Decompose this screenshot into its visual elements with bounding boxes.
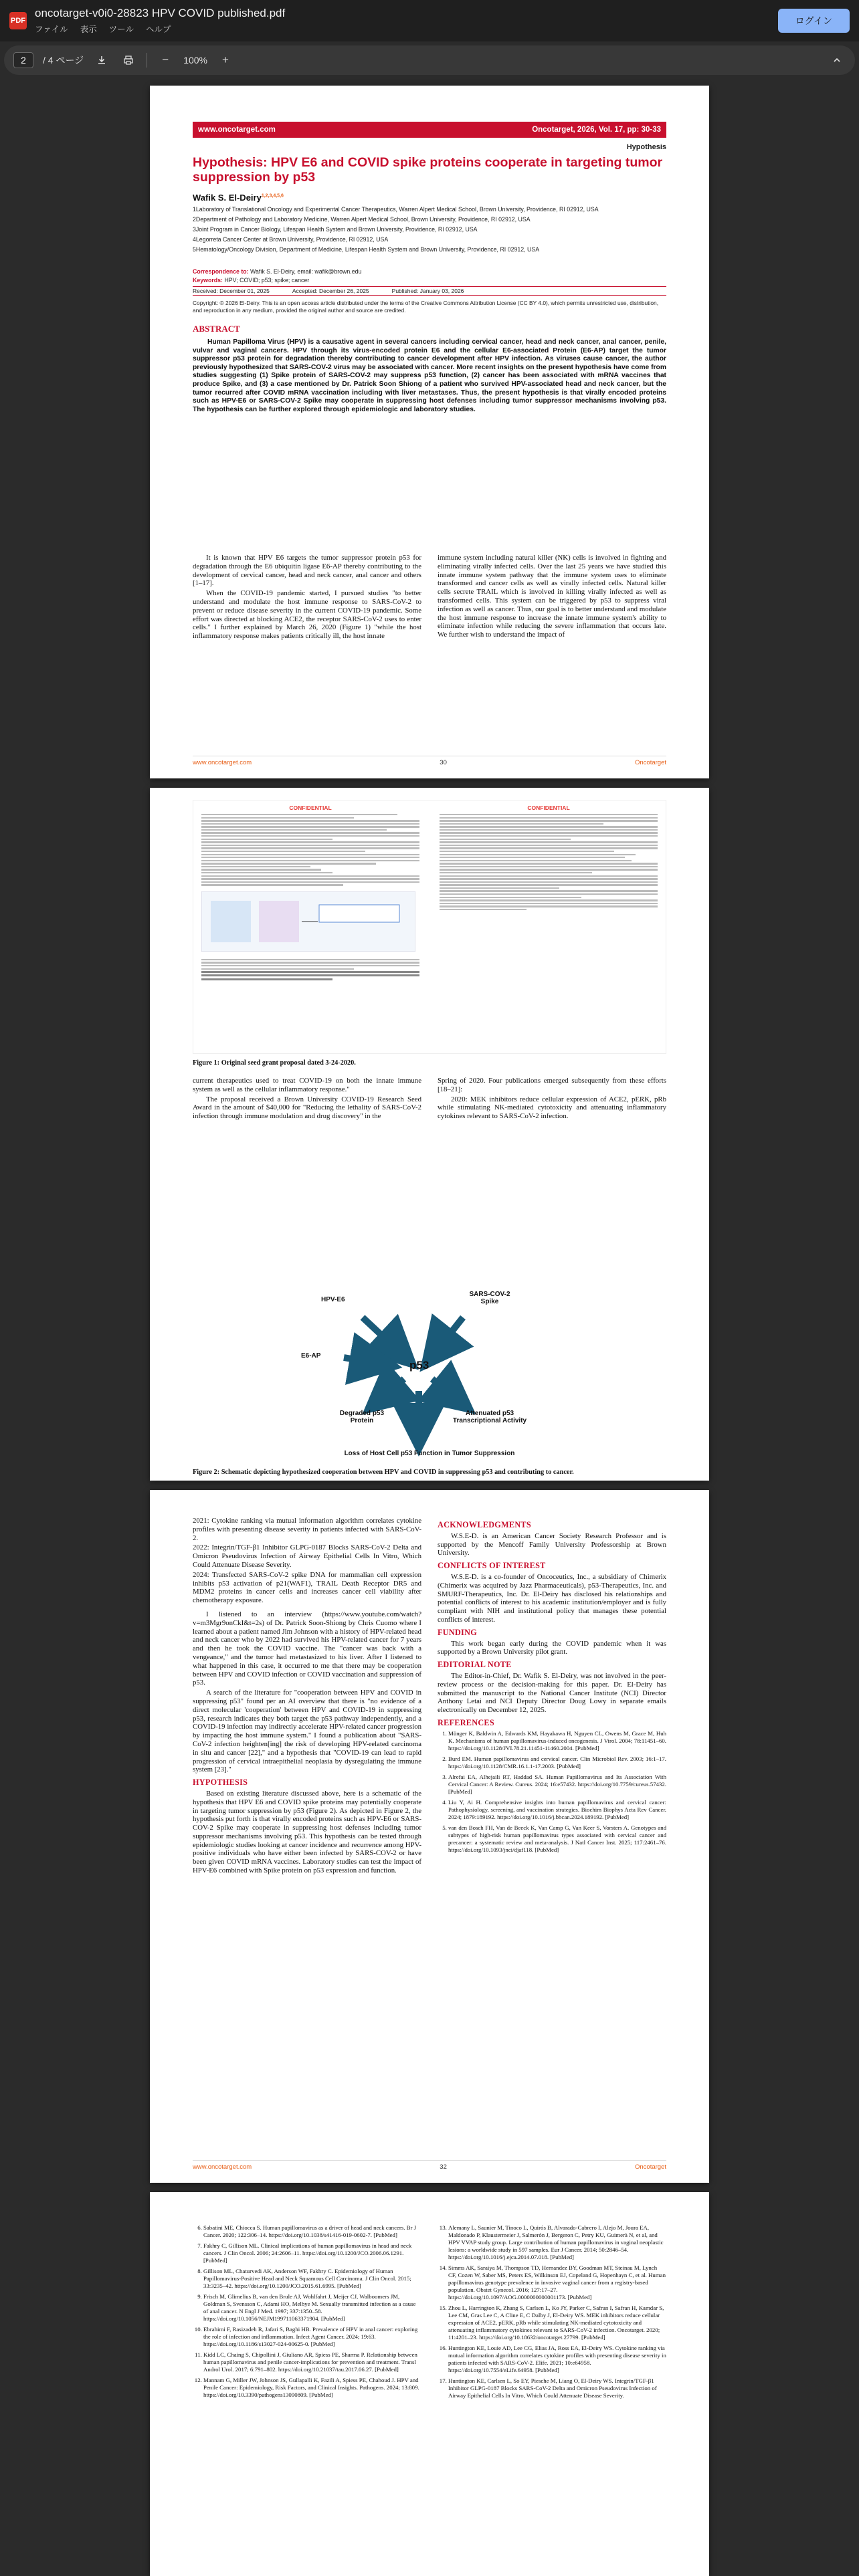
body-column-right [438,1517,666,1857]
reference-item: 11. Kidd LC, Chaing S, Chipollini J, Giuliano AR, Spiess PE, Sharma P. Relationship between human papillomavirus and penile cancer-implications for prevention and treatment. Transl Androl Urol. 2017; 6:791–802. https://doi.org/10.21037/tau.2017.06.27. [PubMed] [203,2351,421,2373]
zoom-level[interactable]: 100% [183,55,207,66]
figure-1-caption: Figure 1: Original seed grant proposal dated 3-24-2020. [193,1059,356,1067]
paragraph: It is known that HPV E6 targets the tumor suppressor protein p53 for degradation through the E6 ubiquitin ligase E6-AP thereby contributing to the development of cervical cancer, head and neck cancer, anal cancer and others [1–17]. [193,554,421,588]
reference-item: 6. Sabatini ME, Chiocca S. Human papillomavirus as a driver of head and neck cancers. Br J Cancer. 2020; 122:306–14. https://doi.org/10.1038/s41416-019-0602-7. [PubMed] [203,2224,421,2239]
proposal-figure-icon [201,891,415,952]
footer-journal: Oncotarget [634,2163,666,2171]
paragraph: A search of the literature for "cooperation between HPV and COVID in suppressing p53" found per an AI overview that there is "no evidence of a direct molecular 'cooperation' between HPV and COVID-19 in suppressing p53, research indicates they both target the p53 pathway independently, and a COVID-19 infection may indirectly accelerate HPV-related cancer progression by impacting the host immune system." I found a publication about "SARS-CoV-2 infection heighten[ing] the risk of developing HPV-related carcinoma in situ and cancer [22]," and a hypothesis that "COVID-19 can lead to rapid progression of cervical intraepithelial neoplasia by dysregulating the immune system [23]." [193,1689,421,1774]
hypothesis-diagram [290,1291,569,1466]
pdf-file-icon: PDF [9,12,27,29]
reference-item: 5. van den Bosch FH, Van de Beeck K, Van Camp G, Van Keer S, Vorsters A. Genotypes and subtypes of high-risk human papillomavirus types associated with cervical cancer and precancer: a systematic review and meta-analysis. J Natl Cancer Inst. 2025; 117:2461–76. https://doi.org/10.1093/jnci/djaf118. [PubMed] [448,1824,666,1854]
paragraph: current therapeutics used to treat COVID-19 on both the innate immune system as well as the cellular inflammatory response." [193,1077,421,1093]
received-date: Received: December 01, 2025 [193,288,270,294]
paragraph: W.S.E-D. is an American Cancer Society Research Professor and is supported by the Mencoff Family University Professorship at Brown University. [438,1531,666,1558]
reference-item: 7. Fakhry C, Gillison ML. Clinical implications of human papillomavirus in head and neck cancers. J Clin Oncol. 2006; 24:2606–11. https://doi.org/10.1200/JCO.2006.06.1291. [PubMed] [203,2242,421,2264]
paragraph: immune system including natural killer (NK) cells is involved in fighting and eliminating virally infected cells. Over the last 25 years we have studied this innate immune system pathway that the immune system uses to eliminate transformed and cancer cells as well as virally infected cells. Natural killer cells secrete TRAIL which is involved in killing virally infected as well as transformed cells. This system can be triggered by p53 to suppress viral infection as well as cancer. Thus, our goal is to better understand and modulate the host immune response to increase the innate immune system's ability to eliminate infection while reducing the severe inflammation that occurs late. We further wish to understand the impact of [438,554,666,639]
menu-tools[interactable]: ツール [108,25,134,34]
affiliation: 5Hematology/Oncology Division, Department of Medicine, Lifespan Health System and Brown University, Providence, RI 02912, USA [193,246,540,253]
abstract-text: Human Papilloma Virus (HPV) is a causative agent in several cancers including cervical cancer, head and neck cancer, anal cancer, penile, vulvar and vaginal cancers. HPV through its virus-encoded protein E6 and the cellular E6-associated Protein (E6-AP) target the tumor suppressor p53 protein for degradation thereby contributing to cancer development after HPV infection. As viruses cause cancer, the author previously hypothesized that SARS-COV-2 virus may be associated with cancer. More recent insights on the present hypothesis have come from studies suggesting (1) Spike protein of SARS-COV-2 may suppress p53 function, (2) cancer has been associated with mRNA vaccines that produce Spike, and (3) a case mentioned by Dr. Patrick Soon Shiong of a patient who survived HPV-associated head and neck cancer, but the tumor recurred after COVID mRNA vaccination including with liver metastases. Thus, the present hypothesis is that virally encoded proteins such as HPV-E6 or SARS-COV-2 Spike may cooperate in suppressing host defenses including tumor suppressor mechanisms involving p53. The hypothesis can be further explored through epidemiologic and laboratory studies. [193,338,666,413]
reference-item: 13. Alemany L, Saunier M, Tinoco L, Quirós B, Alvarado-Cabrero I, Alejo M, Joura EA, Maldonado P, Klaustermeier J, Salmerón J, Bergeron C, Petry KU, Guimerà N, et al, and HPV VVAP study group. Large contribution of human papillomavirus in vaginal neoplastic lesions: a worldwide study in 597 samples. Eur J Cancer. 2014; 50:2846–54. https://doi.org/10.1016/j.ejca.2014.07.018. [PubMed] [448,2224,666,2261]
keywords: Keywords: HPV; COVID; p53; spike; cancer [193,277,310,284]
paragraph: 2024: Transfected SARS-CoV-2 spike DNA for mammalian cell expression inhibits p53 activation of p21(WAF1), TRAIL Death Receptor DR5 and MDM2 proteins in cancer cells and increases cancer cell viability after chemotherapy exposure. [193,1570,421,1605]
correspondence: Correspondence to: Wafik S. El-Deiry, email: wafik@brown.edu [193,268,362,275]
menu-help[interactable]: ヘルプ [146,25,171,34]
references-heading: REFERENCES [438,1717,494,1727]
affiliation: 4Legorreta Cancer Center at Brown University, Providence, RI 02912, USA [193,236,389,243]
references-list [438,1730,666,1854]
page-count: / 4 ページ [43,55,84,66]
paragraph: 2021: Cytokine ranking via mutual information algorithm correlates cytokine profiles with presenting disease severity in patients infected with SARS-CoV-2. [193,1517,421,1542]
app-header [0,0,859,41]
abstract-heading: ABSTRACT [193,324,240,334]
paragraph: 2022: Integrin/TGF-β1 Inhibitor GLPG-0187 Blocks SARS-CoV-2 Delta and Omicron Pseudovirus Infection of Airway Epithelial Cells In Vitro, Which Could Attenuate Disease Severity. [193,1543,421,1569]
title-block [35,7,778,35]
paragraph: Spring of 2020. Four publications emerged subsequently from these efforts [18–21]: [438,1077,666,1093]
journal-site: www.oncotarget.com [198,126,276,134]
seed-grant-document-image [193,800,666,1054]
label-sars-spike: SARS-COV-2 Spike [469,1291,510,1305]
reference-item: 9. Frisch M, Glimelius B, van den Brule AJ, Wohlfahrt J, Meijer CJ, Walboomers JM, Goldman S, Svensson C, Adami HO, Melbye M. Sexually transmitted infection as a cause of anal cancer. N Engl J Med. 1997; 337:1350–58. https://doi.org/10.1056/NEJM199711063371904. [PubMed] [203,2293,421,2323]
article-title: Hypothesis: HPV E6 and COVID spike proteins cooperate in targeting tumor suppression by p53 [193,155,663,185]
body-column-left [193,1077,421,1122]
label-degraded-p53: Degraded p53 Protein [339,1410,385,1424]
zoom-out-button[interactable]: − [162,53,169,66]
pdf-toolbar [4,45,855,75]
menu-bar [35,23,778,35]
paragraph: 2020: MEK inhibitors reduce cellular expression of ACE2, pERK, pRb while stimulating NK-mediated cytotoxicity and attenuating inflammatory cytokines relevant to SARS-CoV-2 infection. [438,1095,666,1121]
print-icon[interactable] [120,51,137,69]
hypothesis-heading: HYPOTHESIS [193,1778,248,1788]
conflicts-heading: CONFLICTS OF INTEREST [438,1561,546,1571]
reference-item: 15. Zhou L, Harrington K, Zhang S, Carlsen L, Ko JY, Parker C, Safran I, Safran H, Kamdar S, Lee CM, Gras Lee C, A Cline E, C Dalby J, El-Deiry WS. MEK inhibitors reduce cellular expression of ACE2, pERK, pRb while stimulating NK-mediated cytotoxicity and attenuating inflammatory cytokines relevant to SARS-CoV-2 infection. Oncotarget. 2020; 11:4201–23. https://doi.org/10.18632/oncotarget.27799. [PubMed] [448,2304,666,2341]
body-column-right [438,1077,666,1122]
reference-item: 14. Simms AK, Saraiya M, Thompson TD, Hernandez BY, Goodman MT, Steinau M, Lynch CF, Cozen W, Saber MS, Peters ES, Wilkinson EJ, Copeland G, Hopenhayn C, et al. Human papillomavirus genotype prevalence in invasive vaginal cancer from a registry-based population. Obstet Gynecol. 2016; 127:17–27. https://doi.org/10.1097/AOG.0000000000001173. [PubMed] [448,2264,666,2301]
footer-site[interactable]: www.oncotarget.com [193,759,252,766]
label-p53: p53 [409,1359,430,1372]
reference-item: 3. Alrefai EA, Alhejaili RT, Haddad SA. Human Papillomavirus and Its Association With Cervical Cancer: A Review. Cureus. 2024; 16:e57432. https://doi.org/10.7759/cureus.57432. [PubMed] [448,1774,666,1796]
page-footer [193,2160,666,2171]
reference-item: 8. Gillison ML, Chaturvedi AK, Anderson WF, Fakhry C. Epidemiology of Human Papillomavirus-Positive Head and Neck Squamous Cell Carcinoma. J Clin Oncol. 2015; 33:3235–42. https://doi.org/10.1200/JCO.2015.61.6995. [PubMed] [203,2268,421,2290]
document-title: oncotarget-v0i0-28823 HPV COVID published.pdf [35,7,286,19]
footer-site[interactable]: www.oncotarget.com [193,2163,252,2171]
reference-item: 17. Huntington KE, Carlsen L, So EY, Piesche M, Liang O, El-Deiry WS. Integrin/TGF-β1 Inhibitor GLPG-0187 Blocks SARS-CoV-2 Delta and Omicron Pseudovirus Infection of Airway Epithelial Cells In Vitro, Which Could Attenuate Disease Severity. [448,2377,666,2399]
paragraph: This work began early during the COVID pandemic when it was supported by a Brown University pilot grant. [438,1639,666,1656]
zoom-in-button[interactable]: + [222,53,229,66]
affiliation: 1Laboratory of Translational Oncology and Experimental Cancer Therapeutics, Warren Alpert Medical School, Brown University, Providence, RI 02912, USA [193,206,599,213]
footer-journal: Oncotarget [634,759,666,766]
reference-item: 1. Münger K, Baldwin A, Edwards KM, Hayakawa H, Nguyen CL, Owens M, Grace M, Huh K. Mechanisms of human papillomavirus-induced oncogenesis. J Virol. 2004; 78:11451–60. https://doi.org/10.1128/JVI.78.21.11451-11460.2004. [PubMed] [448,1730,666,1752]
pdf-page-1 [150,86,709,778]
paragraph: The Editor-in-Chief, Dr. Wafik S. El-Deiry, was not involved in the peer-review process or the decision-making for this paper. Dr. El-Deiry has submitted the manuscript to the National Cancer Institute (NCI) Director Anthony Letai and NCI Deputy Director Doug Lowy in separate emails electronically on December 12, 2025. [438,1671,666,1715]
pdf-page-3 [150,1490,709,2183]
reference-item: 16. Huntington KE, Louie AD, Lee CG, Elias JA, Ross EA, El-Deiry WS. Cytokine ranking via mutual information algorithm correlates cytokine profiles with presenting disease severity in patients infected with SARS-CoV-2. Elife. 2021; 10:e64958. https://doi.org/10.7554/eLife.64958. [PubMed] [448,2345,666,2374]
paragraph: I listened to an interview (https://www.youtube.com/watch?v=m3Mgr9onCkI&t=2s) of Dr. Patrick Soon-Shiong by Chris Cuomo where I learned about a patient named Jim Johnson with a history of HPV-related head and neck cancer who by 2022 had survived his HPV-related cancer for 7 years and then he took the COVID vaccine. The "cancer was back with a vengeance," and the tumor had metastasized to his liver. After I listened to what happened in this case, it occurred to me that there may be cooperation between HPV and COVID infection or COVID vaccination and suppression of p53. [193,1610,421,1687]
affiliation: 3Joint Program in Cancer Biology, Lifespan Health System and Brown University, Providence, RI 02912, USA [193,226,478,233]
reference-item: 12. Mannam G, Miller JW, Johnson JS, Gullapalli K, Fazili A, Spiess PE, Chahoud J. HPV and Penile Cancer: Epidemiology, Risk Factors, and Clinical Insights. Pathogens. 2024; 13:809. https://doi.org/10.3390/pathogens13090809. [PubMed] [203,2377,421,2399]
confidential-stamp: CONFIDENTIAL [289,804,332,811]
body-column-left [193,1517,421,1876]
menu-view[interactable]: 表示 [80,25,97,34]
author-name: Wafik S. El-Deiry$^{1,2,3,4,5,6}$ [193,193,284,203]
paragraph: When the COVID-19 pandemic started, I pursued studies "to better understand and modulate the host immune response to SARS-CoV-2 to prevent or reduce disease severity in the current COVID-19 pandemic. Some effort was directed at blocking ACE2, the receptor SARS-CoV-2 uses to enter cells." I further explained by March 26, 2020 (Figure 1) "while the host inflammatory response makes patients critically ill, the host innate [193,589,421,641]
pdf-page-4 [150,2192,709,2576]
dates-row [193,286,666,296]
body-column-right [438,554,666,641]
paragraph: W.S.E-D. is a co-founder of Oncoceutics, Inc., a subsidiary of Chimerix (Chimerix was acquired by Jazz Pharmaceuticals), p53-Therapeutics, Inc. and SMURF-Therapeutics, Inc. Dr. El-Deiry has disclosed his relationships and potential conflicts of interest to his academic institution/employer and is fully compliant with NIH and institutional policy that manages these potential conflicts of interest. [438,1572,666,1624]
affiliation: 2Department of Pathology and Laboratory Medicine, Warren Alpert Medical School, Brown University, Providence, RI 02912, USA [193,216,531,223]
document-left-half [193,800,427,1053]
reference-item: 4. Liu Y, Ai H. Comprehensive insights into human papillomavirus and cervical cancer: Pathophysiology, screening, and vaccination strategies. Biochim Biophys Acta Rev Cancer. 2024; 1879:189192. https://doi.org/10.1016/j.bbcan.2024.189192. [PubMed] [448,1799,666,1821]
chevron-up-icon[interactable] [828,51,846,69]
reference-item: 2. Burd EM. Human papillomavirus and cervical cancer. Clin Microbiol Rev. 2003; 16:1–17. https://doi.org/10.1128/CMR.16.1.1-17.2003. [PubMed] [448,1755,666,1770]
document-right-half [432,800,666,1053]
copyright-notice: Copyright: © 2026 El-Deiry. This is an open access article distributed under the terms of the Creative Commons Attribution License (CC BY 4.0), which permits unrestricted use, distribution, and reproduction in any medium, provided the original author and source are credited. [193,300,659,314]
diagram-arrows [290,1291,569,1466]
page-number-input[interactable]: 2 [13,52,33,68]
page-footer [193,756,666,766]
reference-item: 10. Ebrahimi F, Rasizadeh R, Jafari S, Baghi HB. Prevalence of HPV in anal cancer: exploring the role of infection and inflammation. Infect Agent Cancer. 2024; 19:63. https://doi.org/10.1186/s13027-024-00625-0. [PubMed] [203,2326,421,2348]
journal-header-bar [193,122,666,138]
label-loss-p53: Loss of Host Cell p53 Function in Tumor Suppression [344,1450,515,1457]
paragraph: The proposal received a Brown University COVID-19 Research Seed Award in the amount of $40,000 for "Reducing the lethality of SARS-CoV-2 infection through immune modulation and drug discovery" in the [193,1095,421,1121]
paragraph: Based on existing literature discussed above, here is a schematic of the hypothesis that HPV E6 and COVID spike proteins may potentially cooperate in targeting tumor suppression by p53 (Figure 2). As depicted in Figure 2, the hypothesis put forth is that virally encoded proteins such as HPV-E6 or SARS-COV-2 Spike may cooperate in suppressing host defenses including tumor suppressor mechanisms involving p53. This hypothesis can be tested through epidemiologic studies looking at cancer incidence and recurrence among HPV-positive individuals who have either been infected by SARS-COV-2 or have been given COVID mRNA vaccines. Laboratory studies can test the impact of HPV-E6 combined with Spike protein on p53 expression and function. [193,1789,421,1875]
body-column-left [193,554,421,642]
label-hpv-e6: HPV-E6 [321,1296,345,1303]
accepted-date: Accepted: December 26, 2025 [292,288,369,294]
acknowledgments-heading: ACKNOWLEDGMENTS [438,1520,531,1529]
references-list-left [193,2224,421,2402]
label-attenuated-p53: Attenuated p53 Transcriptional Activity [452,1410,527,1424]
journal-reference: Oncotarget, 2026, Vol. 17, pp: 30-33 [532,126,661,134]
article-type: Hypothesis [626,143,666,151]
affiliations [193,206,666,256]
pdf-page-2 [150,788,709,1481]
page-number: 32 [440,2163,447,2171]
menu-file[interactable]: ファイル [35,25,68,34]
confidential-stamp: CONFIDENTIAL [527,804,570,811]
login-button[interactable]: ログイン [778,9,850,33]
editorial-heading: EDITORIAL NOTE [438,1660,512,1670]
download-icon[interactable] [93,51,110,69]
page-number: 30 [440,759,447,766]
figure-2-caption: Figure 2: Schematic depicting hypothesized cooperation between HPV and COVID in suppressing p53 and contributing to cancer. [193,1469,574,1476]
funding-heading: FUNDING [438,1627,477,1637]
references-list-right [438,2224,666,2403]
label-e6ap: E6-AP [301,1352,321,1360]
published-date: Published: January 03, 2026 [391,288,464,294]
